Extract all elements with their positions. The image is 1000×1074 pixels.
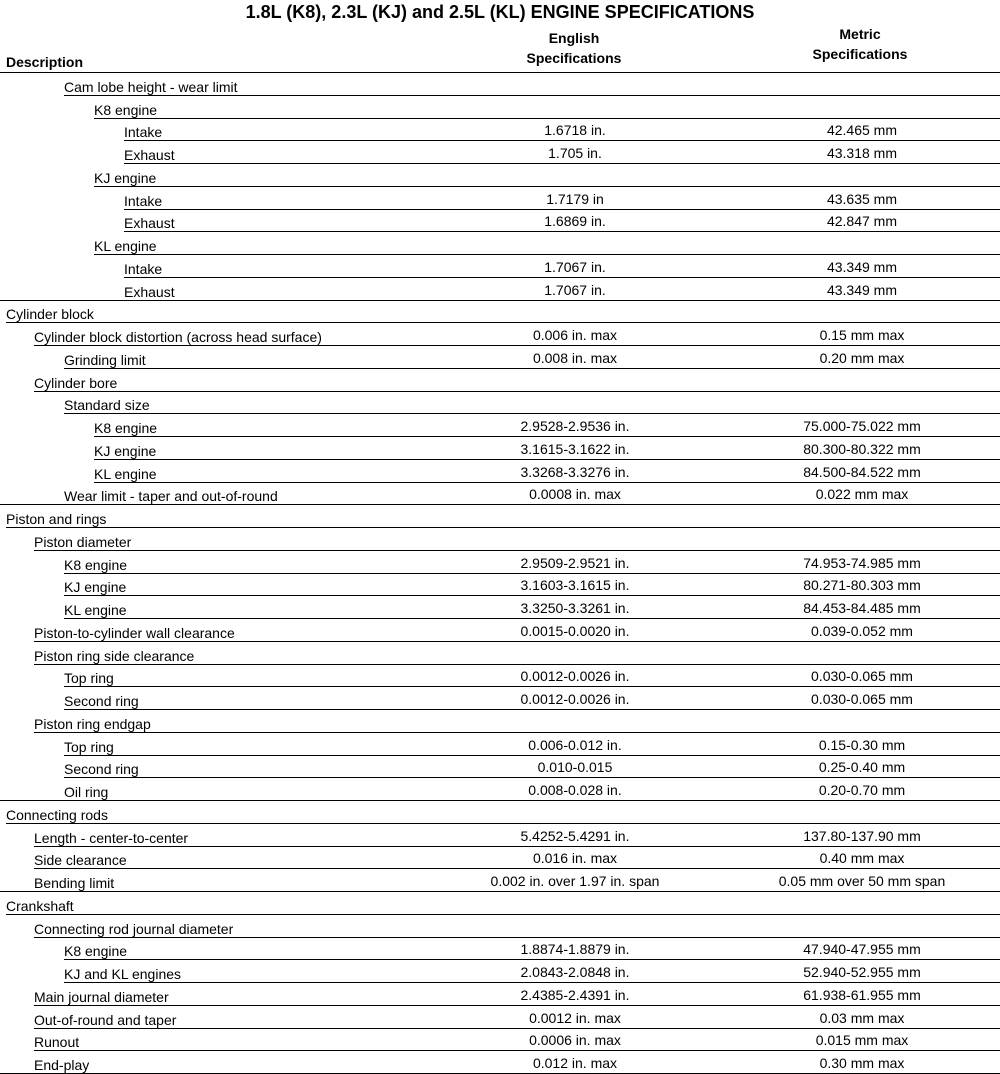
row-description: KJ engine (64, 579, 127, 596)
row-english-value: 0.006-0.012 in. (528, 736, 622, 753)
table-row (0, 574, 1000, 597)
table-row (0, 210, 1000, 233)
row-english-value: 2.9528-2.9536 in. (520, 418, 630, 434)
row-english-value: 0.0006 in. max (529, 1032, 621, 1049)
row-description: Runout (34, 1034, 80, 1051)
row-description: Top ring (64, 670, 114, 687)
row-metric-value: 80.300-80.322 mm (803, 440, 921, 457)
row-description: KJ engine (94, 169, 157, 186)
row-description: Piston ring endgap (34, 715, 151, 732)
row-metric-value: 84.500-84.522 mm (803, 463, 921, 480)
row-english-value: 0.008-0.028 in. (528, 782, 622, 798)
row-metric-value: 84.453-84.485 mm (803, 600, 921, 616)
row-metric-value: 74.953-74.985 mm (803, 554, 921, 571)
row-english-value: 0.0008 in. max (529, 486, 621, 503)
header-english-line1: English (548, 30, 600, 46)
row-metric-value: 0.03 mm max (819, 1009, 905, 1026)
table-row (0, 915, 1000, 938)
header-english-line2: Specifications (526, 50, 622, 66)
row-description: Piston-to-cylinder wall clearance (34, 624, 235, 641)
row-description: Standard size (64, 397, 150, 414)
row-english-value: 1.705 in. (548, 145, 602, 161)
row-metric-value: 47.940-47.955 mm (803, 941, 921, 958)
row-metric-value: 42.847 mm (826, 213, 898, 230)
row-english-value: 2.0843-2.0848 in. (520, 964, 630, 980)
row-description: Cam lobe height - wear limit (64, 78, 238, 95)
row-description: KJ and KL engines (64, 966, 182, 982)
table-row (0, 301, 1000, 324)
row-description: Intake (124, 260, 163, 277)
row-english-value: 1.6869 in. (544, 213, 606, 230)
row-metric-value: 0.20 mm max (819, 349, 905, 366)
table-row (0, 938, 1000, 961)
table-row (0, 528, 1000, 551)
row-description: K8 engine (64, 943, 128, 960)
row-description: Main journal diameter (34, 988, 169, 1005)
row-english-value: 0.0012-0.0026 in. (520, 691, 630, 707)
table-row (0, 392, 1000, 415)
row-description: Exhaust (124, 283, 175, 300)
row-description: Out-of-round and taper (34, 1011, 177, 1028)
row-metric-value: 0.15 mm max (819, 327, 905, 343)
row-english-value: 0.006 in. max (532, 327, 618, 343)
table-row (0, 73, 1000, 96)
row-description: KJ engine (94, 442, 157, 459)
row-metric-value: 0.15-0.30 mm (818, 736, 906, 753)
row-metric-value: 42.465 mm (826, 122, 898, 139)
row-metric-value: 80.271-80.303 mm (803, 577, 921, 594)
table-row (0, 460, 1000, 483)
table-row (0, 96, 1000, 119)
row-english-value: 0.010-0.015 (537, 759, 613, 776)
table-row (0, 892, 1000, 915)
row-metric-value: 43.349 mm (826, 281, 898, 298)
table-row (0, 801, 1000, 824)
row-description: Top ring (64, 738, 114, 755)
table-row (0, 665, 1000, 688)
table-row (0, 642, 1000, 665)
table-row (0, 278, 1000, 301)
header-metric (760, 24, 960, 64)
table-row (0, 1051, 1000, 1074)
row-description: End-play (34, 1057, 90, 1073)
table-row (0, 687, 1000, 710)
row-metric-value: 43.349 mm (826, 258, 898, 275)
table-row (0, 141, 1000, 164)
row-english-value: 5.4252-5.4291 in. (520, 827, 630, 844)
row-english-value: 0.0012 in. max (529, 1009, 621, 1026)
table-row (0, 437, 1000, 460)
table-row (0, 483, 1000, 506)
row-metric-value: 0.40 mm max (819, 850, 905, 867)
row-english-value: 0.012 in. max (532, 1055, 618, 1071)
row-english-value: 0.002 in. over 1.97 in. span (490, 873, 660, 889)
row-english-value: 1.8874-1.8879 in. (520, 941, 630, 958)
row-metric-value: 0.20-0.70 mm (818, 782, 906, 798)
table-row (0, 551, 1000, 574)
table-row (0, 847, 1000, 870)
row-metric-value: 0.022 mm max (815, 486, 909, 503)
row-english-value: 2.9509-2.9521 in. (520, 554, 630, 571)
row-metric-value: 0.015 mm max (815, 1032, 909, 1049)
table-row (0, 596, 1000, 619)
row-description: K8 engine (94, 420, 158, 436)
spec-table (0, 73, 1000, 1074)
row-description: Bending limit (34, 875, 115, 891)
row-description: Exhaust (124, 215, 175, 232)
row-description: K8 engine (64, 556, 128, 573)
page-title: 1.8L (K8), 2.3L (KJ) and 2.5L (KL) ENGINE SPECIFICATIONS (245, 2, 755, 22)
header-metric-line2: Specifications (812, 46, 908, 62)
table-row (0, 346, 1000, 369)
table-row (0, 710, 1000, 733)
row-description: Piston and rings (6, 511, 107, 527)
row-metric-value: 52.940-52.955 mm (803, 964, 921, 980)
row-english-value: 0.008 in. max (532, 349, 618, 366)
table-row (0, 960, 1000, 983)
row-description: Wear limit - taper and out-of-round (64, 488, 278, 505)
row-description: K8 engine (94, 101, 158, 118)
row-english-value: 0.0015-0.0020 in. (520, 622, 630, 639)
row-description: Crankshaft (6, 897, 74, 914)
row-description: Cylinder block distortion (across head surface) (34, 329, 322, 345)
row-english-value: 1.7067 in. (544, 281, 606, 298)
table-row (0, 1006, 1000, 1029)
row-description: Connecting rods (6, 806, 108, 823)
table-row (0, 369, 1000, 392)
row-english-value: 1.6718 in. (544, 122, 606, 139)
row-description: Second ring (64, 693, 139, 709)
row-description: Intake (124, 124, 163, 141)
table-row (0, 983, 1000, 1006)
row-description: Oil ring (64, 784, 109, 800)
row-metric-value: 61.938-61.955 mm (803, 986, 921, 1003)
row-description: Length - center-to-center (34, 829, 189, 846)
row-metric-value: 0.030-0.065 mm (811, 691, 913, 707)
row-description: Cylinder block (6, 306, 94, 323)
table-row (0, 1029, 1000, 1052)
row-english-value: 1.7179 in (546, 190, 604, 207)
row-description: KL engine (64, 602, 127, 618)
row-description: Second ring (64, 761, 139, 778)
row-english-value: 3.3268-3.3276 in. (520, 463, 630, 480)
table-row (0, 232, 1000, 255)
header-metric-line1: Metric (839, 26, 881, 42)
row-description: Side clearance (34, 852, 127, 869)
row-english-value: 0.016 in. max (532, 850, 618, 867)
table-row (0, 255, 1000, 278)
table-row (0, 323, 1000, 346)
row-english-value: 3.3250-3.3261 in. (520, 600, 630, 616)
table-row (0, 119, 1000, 142)
row-description: Connecting rod journal diameter (34, 920, 234, 937)
row-description: Exhaust (124, 147, 175, 163)
row-description: Grinding limit (64, 351, 146, 368)
row-metric-value: 43.635 mm (826, 190, 898, 207)
row-description: KL engine (94, 238, 157, 254)
table-row (0, 756, 1000, 779)
row-english-value: 1.7067 in. (544, 258, 606, 275)
table-row (0, 414, 1000, 437)
header-description: Description (6, 54, 84, 70)
table-row (0, 778, 1000, 801)
table-row (0, 164, 1000, 187)
row-metric-value: 75.000-75.022 mm (803, 418, 921, 434)
row-metric-value: 0.039-0.052 mm (811, 622, 913, 639)
row-metric-value: 0.30 mm max (819, 1055, 905, 1071)
row-metric-value: 0.05 mm over 50 mm span (778, 873, 946, 889)
row-metric-value: 0.25-0.40 mm (818, 759, 906, 776)
table-row (0, 619, 1000, 642)
row-english-value: 0.0012-0.0026 in. (520, 668, 630, 685)
row-description: Piston diameter (34, 533, 132, 550)
table-row (0, 869, 1000, 892)
row-description: Cylinder bore (34, 374, 118, 391)
row-metric-value: 43.318 mm (826, 145, 898, 161)
row-metric-value: 0.030-0.065 mm (811, 668, 913, 685)
table-row (0, 824, 1000, 847)
row-english-value: 3.1615-3.1622 in. (520, 440, 630, 457)
header-english (474, 28, 674, 68)
table-row (0, 505, 1000, 528)
row-description: KL engine (94, 465, 157, 482)
row-metric-value: 137.80-137.90 mm (803, 827, 921, 844)
row-description: Intake (124, 192, 163, 209)
table-row (0, 733, 1000, 756)
row-english-value: 2.4385-2.4391 in. (520, 986, 630, 1003)
row-english-value: 3.1603-3.1615 in. (520, 577, 630, 594)
table-row (0, 187, 1000, 210)
row-description: Piston ring side clearance (34, 647, 195, 664)
